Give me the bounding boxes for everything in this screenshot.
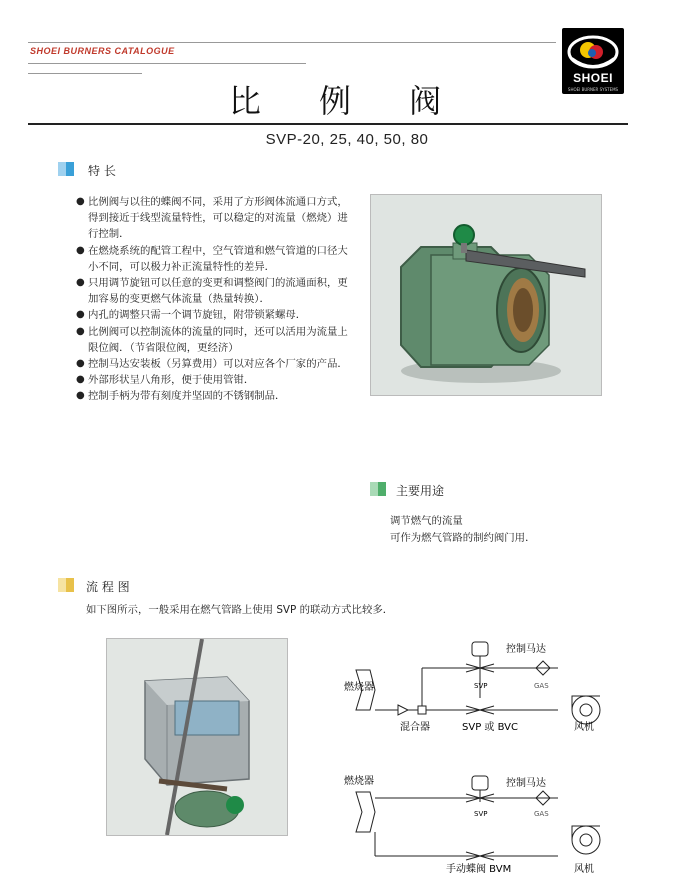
motor-photo (106, 638, 288, 836)
diagram2-burner-label: 燃烧器 (344, 776, 374, 787)
flow-diagram (338, 632, 628, 880)
feature-item: ● 外部形状呈八角形，便于使用管钳． (76, 372, 356, 388)
feature-item: ● 控制手柄为带有刻度并坚固的不锈钢制品． (76, 388, 356, 404)
feature-item: ● 比例阀与以往的蝶阀不同，采用了方形阀体流通口方式，得到接近于线型流量特性，可以稳定的对流量（燃烧）进行控制． (76, 194, 356, 243)
catalogue-label: SHOEI BURNERS CATALOGUE (30, 46, 175, 56)
diagram1-motor-label: 控制马达 (506, 644, 546, 655)
diagram2-motor-label: 控制马达 (506, 778, 546, 789)
header-rule-top (28, 42, 556, 43)
diagram2-gas-label: GAS (534, 810, 549, 818)
flow-section-icon (58, 578, 74, 592)
valve-photo (370, 194, 602, 396)
valve-image (371, 195, 601, 395)
usage-line: 可作为燃气管路的制约阀门用． (390, 532, 536, 544)
fan-icon (572, 696, 600, 724)
diagram1-gas-label: GAS (534, 682, 549, 690)
feature-item: ● 只用调节旋钮可以任意的变更和调整阀门的流通面积，更加容易的变更燃气体流量（热量转换）． (76, 275, 356, 307)
diagram1-burner-label: 燃烧器 (344, 682, 374, 693)
feature-item: ● 内孔的调整只需一个调节旋钮，附带锁紧螺母． (76, 307, 356, 323)
model-numbers: SVP-20, 25, 40, 50, 80 (265, 131, 429, 148)
feature-item: ● 在燃烧系统的配管工程中，空气管道和燃气管道的口径大小不同，可以极力补正流量特性的差异． (76, 243, 356, 275)
diagram1-svp-label: SVP (474, 682, 488, 690)
header-rule-short (28, 63, 306, 64)
flow-description: 如下图所示，一般采用在燃气管路上使用 SVP 的联动方式比较多． (86, 604, 394, 616)
usage-section-icon (370, 482, 386, 496)
features-list (76, 194, 356, 405)
motor-icon-2 (472, 776, 488, 790)
logo-subtext: SHOEI BURNER SYSTEMS (567, 87, 619, 92)
logo-text: SHOEI (573, 71, 613, 85)
diagram1-fan-label: 风机 (574, 722, 594, 733)
feature-item: ● 比例阀可以控制流体的流量的同时，还可以活用为流量上限位阀．（节省限位阀，更经济） (76, 324, 356, 356)
diagram2-fan-label: 风机 (574, 864, 594, 875)
diagram1-mixer-label: 混合器 (400, 722, 430, 733)
motor-icon (472, 642, 488, 656)
flow-title: 流 程 图 (86, 580, 130, 594)
title-rule (28, 123, 628, 125)
feature-item: ● 控制马达安装板（另算费用）可以对应各个厂家的产品． (76, 356, 356, 372)
page-title: 比 例 阀 (228, 82, 466, 120)
check-valve-icon (398, 705, 408, 715)
fan-icon-2 (572, 826, 600, 854)
features-section-icon (58, 162, 74, 176)
burner-icon-2 (356, 792, 375, 832)
header-rule-short-2 (28, 73, 142, 74)
usage-title: 主要用途 (396, 484, 445, 498)
diagram2-svp-label: SVP (474, 810, 488, 818)
features-title: 特 长 (88, 164, 116, 178)
diagram1-valve-label: SVP 或 BVC (462, 722, 518, 733)
diagram2-valve-label: 手动蝶阀 BVM (446, 864, 512, 875)
usage-line: 调节燃气的流量 (390, 515, 463, 527)
motor-image (107, 639, 287, 835)
mixer-box (418, 706, 426, 714)
flow-diagram-svg (338, 632, 628, 880)
